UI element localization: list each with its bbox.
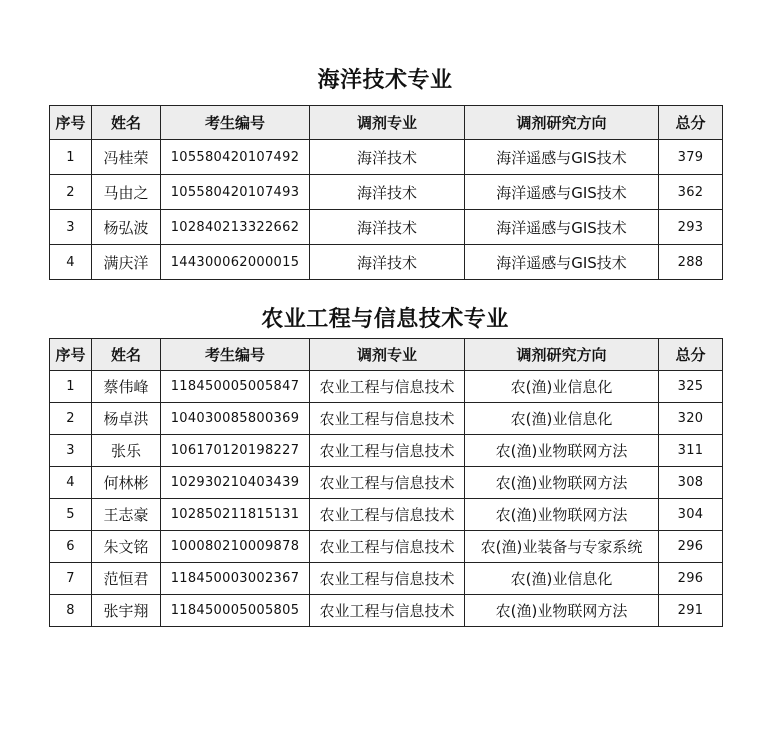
- table-row: [50, 175, 723, 210]
- cell-major: 农业工程与信息技术: [310, 595, 465, 627]
- cell-name: 朱文铭: [92, 531, 161, 563]
- cell-index: 1: [50, 140, 92, 175]
- cell-major: 海洋技术: [310, 140, 465, 175]
- col-header-direction: 调剂研究方向: [465, 339, 659, 371]
- cell-name: 马由之: [92, 175, 161, 210]
- cell-candidate-id: 118450003002367: [161, 563, 310, 595]
- cell-index: 4: [50, 467, 92, 499]
- col-header-candidate-id: 考生编号: [161, 106, 310, 140]
- cell-name: 满庆洋: [92, 245, 161, 280]
- cell-major: 海洋技术: [310, 245, 465, 280]
- cell-index: 3: [50, 435, 92, 467]
- cell-major: 农业工程与信息技术: [310, 499, 465, 531]
- cell-score: 288: [659, 245, 723, 280]
- cell-candidate-id: 102850211815131: [161, 499, 310, 531]
- cell-major: 农业工程与信息技术: [310, 531, 465, 563]
- col-header-name: 姓名: [92, 339, 161, 371]
- cell-name: 蔡伟峰: [92, 371, 161, 403]
- ocean-technology-table: [49, 105, 723, 280]
- cell-index: 1: [50, 371, 92, 403]
- cell-score: 293: [659, 210, 723, 245]
- table-row: [50, 595, 723, 627]
- cell-candidate-id: 144300062000015: [161, 245, 310, 280]
- cell-direction: 农(渔)业物联网方法: [465, 435, 659, 467]
- cell-major: 农业工程与信息技术: [310, 563, 465, 595]
- cell-major: 海洋技术: [310, 210, 465, 245]
- table-row: [50, 499, 723, 531]
- cell-score: 308: [659, 467, 723, 499]
- col-header-name: 姓名: [92, 106, 161, 140]
- cell-candidate-id: 102840213322662: [161, 210, 310, 245]
- cell-score: 325: [659, 371, 723, 403]
- cell-score: 320: [659, 403, 723, 435]
- cell-direction: 农(渔)业信息化: [465, 403, 659, 435]
- table-row: [50, 140, 723, 175]
- cell-score: 362: [659, 175, 723, 210]
- col-header-index: 序号: [50, 106, 92, 140]
- cell-name: 王志豪: [92, 499, 161, 531]
- cell-direction: 农(渔)业装备与专家系统: [465, 531, 659, 563]
- cell-index: 5: [50, 499, 92, 531]
- cell-direction: 农(渔)业信息化: [465, 371, 659, 403]
- agri-engineering-table: [49, 338, 723, 627]
- cell-direction: 海洋遥感与GIS技术: [465, 210, 659, 245]
- section-title-agri-engineering: 农业工程与信息技术专业: [261, 306, 509, 332]
- cell-candidate-id: 118450005005805: [161, 595, 310, 627]
- col-header-index: 序号: [50, 339, 92, 371]
- cell-direction: 农(渔)业物联网方法: [465, 595, 659, 627]
- cell-major: 农业工程与信息技术: [310, 371, 465, 403]
- cell-name: 杨卓洪: [92, 403, 161, 435]
- cell-index: 2: [50, 403, 92, 435]
- col-header-major: 调剂专业: [310, 106, 465, 140]
- col-header-score: 总分: [659, 339, 723, 371]
- cell-index: 4: [50, 245, 92, 280]
- table-header-row: [50, 106, 723, 140]
- cell-name: 范恒君: [92, 563, 161, 595]
- cell-candidate-id: 100080210009878: [161, 531, 310, 563]
- col-header-direction: 调剂研究方向: [465, 106, 659, 140]
- table-row: [50, 531, 723, 563]
- cell-index: 3: [50, 210, 92, 245]
- table-row: [50, 210, 723, 245]
- cell-candidate-id: 106170120198227: [161, 435, 310, 467]
- cell-score: 311: [659, 435, 723, 467]
- cell-name: 冯桂荣: [92, 140, 161, 175]
- cell-index: 7: [50, 563, 92, 595]
- cell-candidate-id: 105580420107493: [161, 175, 310, 210]
- table-header-row: [50, 339, 723, 371]
- cell-direction: 农(渔)业物联网方法: [465, 467, 659, 499]
- table-row: [50, 403, 723, 435]
- cell-candidate-id: 105580420107492: [161, 140, 310, 175]
- cell-candidate-id: 102930210403439: [161, 467, 310, 499]
- cell-direction: 农(渔)业信息化: [465, 563, 659, 595]
- table-row: [50, 563, 723, 595]
- cell-direction: 农(渔)业物联网方法: [465, 499, 659, 531]
- table-row: [50, 467, 723, 499]
- cell-candidate-id: 104030085800369: [161, 403, 310, 435]
- cell-major: 海洋技术: [310, 175, 465, 210]
- cell-major: 农业工程与信息技术: [310, 435, 465, 467]
- section-title-ocean-technology: 海洋技术专业: [317, 67, 453, 93]
- cell-direction: 海洋遥感与GIS技术: [465, 175, 659, 210]
- cell-candidate-id: 118450005005847: [161, 371, 310, 403]
- cell-score: 304: [659, 499, 723, 531]
- cell-name: 杨弘波: [92, 210, 161, 245]
- table-row: [50, 245, 723, 280]
- col-header-major: 调剂专业: [310, 339, 465, 371]
- cell-major: 农业工程与信息技术: [310, 403, 465, 435]
- cell-name: 张乐: [92, 435, 161, 467]
- cell-score: 291: [659, 595, 723, 627]
- cell-direction: 海洋遥感与GIS技术: [465, 245, 659, 280]
- cell-score: 296: [659, 531, 723, 563]
- cell-index: 8: [50, 595, 92, 627]
- cell-score: 379: [659, 140, 723, 175]
- cell-name: 何林彬: [92, 467, 161, 499]
- col-header-candidate-id: 考生编号: [161, 339, 310, 371]
- cell-index: 6: [50, 531, 92, 563]
- table-row: [50, 371, 723, 403]
- cell-score: 296: [659, 563, 723, 595]
- cell-name: 张宇翔: [92, 595, 161, 627]
- table-row: [50, 435, 723, 467]
- cell-index: 2: [50, 175, 92, 210]
- cell-direction: 海洋遥感与GIS技术: [465, 140, 659, 175]
- cell-major: 农业工程与信息技术: [310, 467, 465, 499]
- col-header-score: 总分: [659, 106, 723, 140]
